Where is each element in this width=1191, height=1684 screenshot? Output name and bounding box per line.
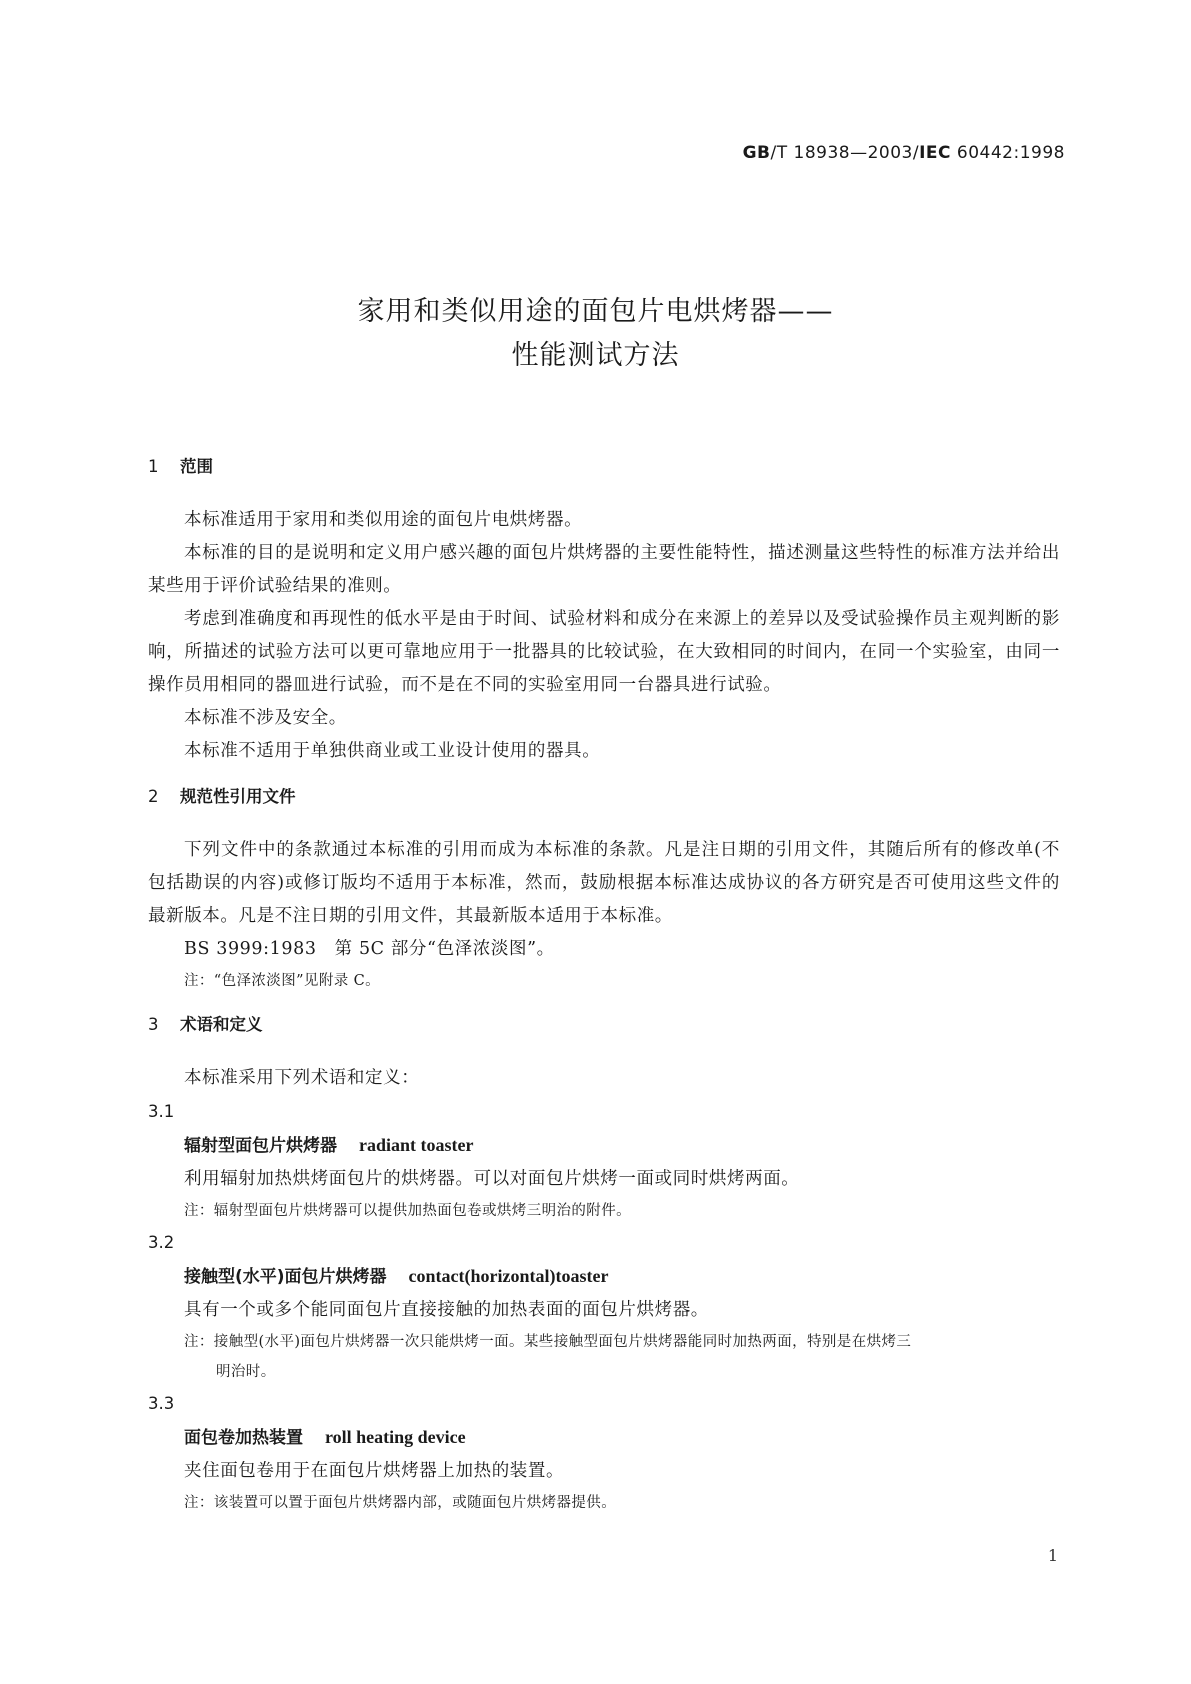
term-name: [148, 1259, 1060, 1294]
paragraph: 考虑到准确度和再现性的低水平是由于时间、试验材料和成分在来源上的差异以及受试验操作员主观判断的影响，所描述的试验方法可以更可靠地应用于一批器具的比较试验，在大致相同的时间内，在同一个实验室，由同一操作员用相同的器皿进行试验，而不是在不同的实验室用同一台器具进行试验。: [148, 609, 1060, 695]
term-name-zh: 辐射型面包片烘烤器: [184, 1136, 337, 1156]
std-prefix: GB: [742, 143, 771, 163]
std-suffix: 60442:1998: [951, 143, 1065, 163]
note: 注：“色泽浓淡图”见附录 C。: [184, 973, 381, 989]
term-name-en: contact(horizontal)toaster: [408, 1266, 609, 1286]
paragraph: 本标准适用于家用和类似用途的面包片电烘烤器。: [184, 510, 583, 530]
term-number: 3.2: [148, 1233, 175, 1252]
section-heading-normative-references: [148, 782, 1060, 812]
note-line-2: 明治时。: [216, 1364, 276, 1380]
term-definition: 夹住面包卷用于在面包片烘烤器上加热的装置。: [184, 1461, 565, 1481]
term-name: [148, 1420, 1060, 1455]
paragraph: 本标准采用下列术语和定义：: [184, 1068, 420, 1088]
document-title: [0, 290, 1191, 378]
term-definition: 具有一个或多个能同面包片直接接触的加热表面的面包片烘烤器。: [184, 1300, 709, 1320]
section-number: 2: [148, 787, 159, 806]
std-middle: /T 18938—2003/: [770, 143, 920, 163]
term-number: 3.1: [148, 1102, 175, 1121]
term-name-zh: 面包卷加热装置: [184, 1428, 303, 1448]
section-heading-scope: [148, 452, 1060, 482]
reference-entry: BS 3999:1983 第 5C 部分“色泽浓淡图”。: [184, 939, 555, 959]
note: 注：辐射型面包片烘烤器可以提供加热面包卷或烘烤三明治的附件。: [184, 1203, 631, 1219]
section-title: 术语和定义: [180, 1015, 263, 1034]
term-name-en: radiant toaster: [359, 1135, 474, 1155]
paragraph: 本标准的目的是说明和定义用户感兴趣的面包片烘烤器的主要性能特性，描述测量这些特性的标准方法并给出某些用于评价试验结果的准则。: [148, 543, 1060, 596]
standard-number: [743, 143, 1065, 163]
section-title: 规范性引用文件: [180, 787, 296, 806]
term-definition: 利用辐射加热烘烤面包片的烘烤器。可以对面包片烘烤一面或同时烘烤两面。: [184, 1169, 800, 1189]
term-name-zh: 接触型(水平)面包片烘烤器: [184, 1267, 387, 1287]
std-iec: IEC: [919, 143, 952, 163]
page-number: 1: [1047, 1546, 1058, 1565]
note: 注：该装置可以置于面包片烘烤器内部，或随面包片烘烤器提供。: [184, 1495, 617, 1511]
section-number: 1: [148, 457, 159, 476]
paragraph: 下列文件中的条款通过本标准的引用而成为本标准的条款。凡是注日期的引用文件，其随后所有的修改单(不包括勘误的内容)或修订版均不适用于本标准，然而，鼓励根据本标准达成协议的各方研究是否可使用这些文件的最新版本。凡是不注日期的引用文件，其最新版本适用于本标准。: [148, 840, 1060, 926]
paragraph: 本标准不适用于单独供商业或工业设计使用的器具。: [184, 741, 601, 761]
section-number: 3: [148, 1015, 159, 1034]
section-heading-terms: [148, 1010, 1060, 1040]
paragraph: 本标准不涉及安全。: [184, 708, 347, 728]
title-line-1: 家用和类似用途的面包片电烘烤器——: [357, 296, 834, 327]
term-name: [148, 1128, 1060, 1163]
note: [148, 1327, 1060, 1387]
document-body: [148, 452, 1060, 1518]
note-line-1: 注：接触型(水平)面包片烘烤器一次只能烘烤一面。某些接触型面包片烘烤器能同时加热两面，特别是在烘烤三: [184, 1334, 912, 1350]
section-title: 范围: [180, 457, 213, 476]
term-number: 3.3: [148, 1394, 175, 1413]
term-name-en: roll heating device: [325, 1427, 466, 1447]
title-line-2: 性能测试方法: [511, 340, 680, 371]
